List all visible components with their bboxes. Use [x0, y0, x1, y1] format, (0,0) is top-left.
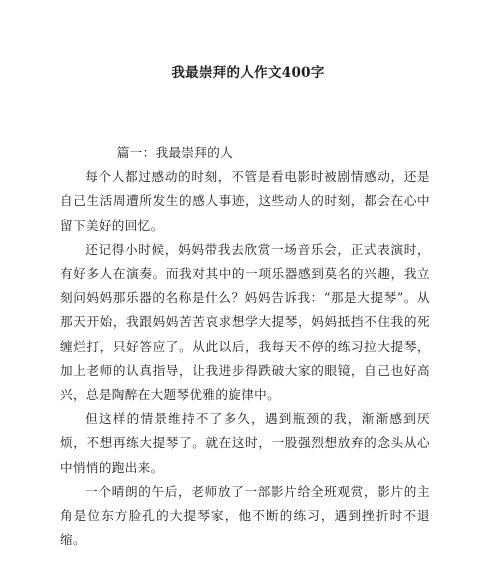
document-body — [60, 141, 430, 552]
paragraph: 但这样的情景维持不了多久，遇到瓶颈的我，渐渐感到厌烦，不想再练大提琴了。就在这时，一股强烈想放弃的念头从心中悄悄的跑出来。 — [60, 411, 430, 475]
paragraph: 一个晴朗的午后，老师放了一部影片给全班观赏，影片的主角是位东方脸孔的大提琴家，他不断的练习，遇到挫折时不退缩。 — [60, 483, 430, 548]
section-heading: 篇一：我最崇拜的人 — [116, 145, 234, 160]
document-title: 我最崇拜的人作文400字 — [171, 65, 325, 81]
paragraph: 还记得小时候，妈妈带我去欣赏一场音乐会，正式表演时，有好多人在演奏。而我对其中的一项乐器感到莫名的兴趣，我立刻问妈妈那乐器的名称是什么？妈妈告诉我：“那是大提琴”。从那天开始，我跟妈妈苦苦哀求想学大提琴，妈妈抵挡不住我的死缠烂打，只好答应了。从此以后，我每天不停的练习拉大提琴，加上老师的认真指导，让我进步得跌破大家的眼镜，自己也好高兴，总是陶醉在大题琴优雅的旋律中。 — [60, 241, 430, 403]
paragraph: 每个人都过感动的时刻，不管是看电影时被剧情感动，还是自己生活周遭所发生的感人事迹，这些动人的时刻，都会在心中留下美好的回忆。 — [60, 169, 430, 233]
